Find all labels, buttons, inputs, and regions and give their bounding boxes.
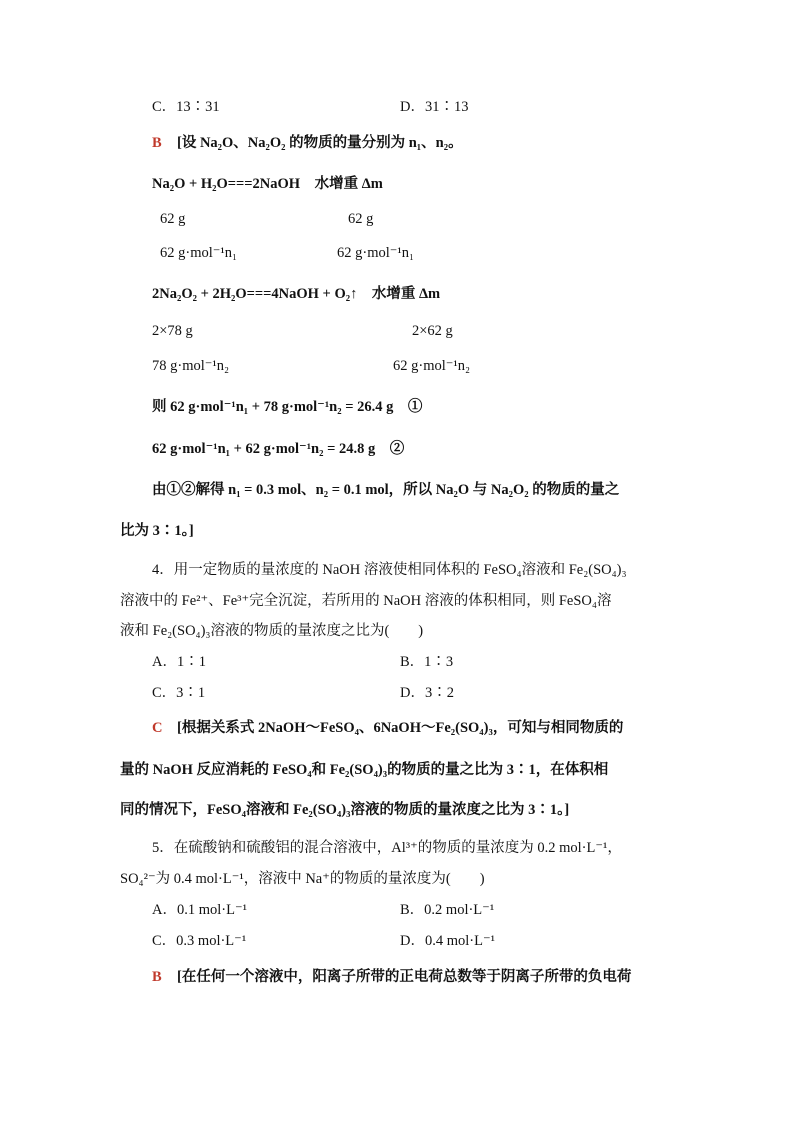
q3-eq2-mol-b: 62 g·mol⁻¹n₂	[393, 358, 471, 374]
q3-eq1-mass-a: 62 g	[160, 211, 186, 227]
q4-stem-line-3: 液和 Fe₂(SO₄)₃溶液的物质的量浓度之比为( )	[120, 623, 424, 639]
q5-option-b: B．0.2 mol·L⁻¹	[400, 902, 495, 918]
q3-eq1-mol-a: 62 g·mol⁻¹n₁	[160, 245, 238, 261]
q5-answer-letter: B	[152, 969, 162, 985]
q3-eq2-mass-a: 2×78 g	[152, 323, 193, 339]
q4-solution-line-1: [根据关系式 2NaOH～FeSO₄、6NaOH～Fe₂(SO₄)₃，可知与相同物质的	[177, 720, 624, 736]
q3-result-line-2: 比为 3∶1。]	[120, 523, 194, 539]
q3-answer-letter: B	[152, 135, 162, 151]
q4-option-c: C．3∶1	[152, 685, 206, 701]
q5-option-a: A．0.1 mol·L⁻¹	[152, 902, 247, 918]
q3-result-line-1: 由①②解得 n₁ = 0.3 mol、n₂ = 0.1 mol，所以 Na₂O 与 Na₂O₂ 的物质的量之	[152, 482, 620, 498]
q4-solution-line-2: 量的 NaOH 反应消耗的 FeSO₄和 Fe₂(SO₄)₃的物质的量之比为 3∶1，在体积相	[120, 762, 609, 778]
q4-answer-letter: C	[152, 720, 163, 736]
q3-calculation-1: 则 62 g·mol⁻¹n₁ + 78 g·mol⁻¹n₂ = 26.4 g ①	[152, 399, 423, 415]
q5-option-d: D．0.4 mol·L⁻¹	[400, 933, 495, 949]
q3-calculation-2: 62 g·mol⁻¹n₁ + 62 g·mol⁻¹n₂ = 24.8 g ②	[152, 441, 405, 457]
q3-equation-1: Na₂O + H₂O===2NaOH 水增重 Δm	[152, 176, 383, 192]
q3-equation-2: 2Na₂O₂ + 2H₂O===4NaOH + O₂↑ 水增重 Δm	[152, 286, 441, 302]
q5-stem-line-2: SO₄²⁻为 0.4 mol·L⁻¹，溶液中 Na⁺的物质的量浓度为( )	[120, 871, 485, 887]
q4-option-a: A．1∶1	[152, 654, 206, 670]
q4-solution-line-3: 同的情况下，FeSO₄溶液和 Fe₂(SO₄)₃溶液的物质的量浓度之比为 3∶1。]	[120, 802, 570, 818]
q3-eq2-mol-a: 78 g·mol⁻¹n₂	[152, 358, 230, 374]
q3-eq1-mass-b: 62 g	[348, 211, 374, 227]
q4-option-d: D．3∶2	[400, 685, 454, 701]
q3-solution-intro: [设 Na₂O、Na₂O₂ 的物质的量分别为 n₁、n₂。	[177, 135, 463, 151]
q3-eq2-mass-b: 2×62 g	[412, 323, 453, 339]
q3-eq1-mol-b: 62 g·mol⁻¹n₁	[337, 245, 415, 261]
q3-option-d: D．31∶13	[400, 99, 469, 115]
q4-stem-line-2: 溶液中的 Fe²⁺、Fe³⁺完全沉淀，若所用的 NaOH 溶液的体积相同，则 FeSO₄溶	[120, 593, 612, 609]
q5-option-c: C．0.3 mol·L⁻¹	[152, 933, 247, 949]
q3-option-c: C．13∶31	[152, 99, 220, 115]
q4-stem-line-1: 4．用一定物质的量浓度的 NaOH 溶液使相同体积的 FeSO₄溶液和 Fe₂(SO₄)₃	[152, 562, 627, 578]
q4-option-b: B．1∶3	[400, 654, 454, 670]
q5-stem-line-1: 5．在硫酸钠和硫酸铝的混合溶液中，Al³⁺的物质的量浓度为 0.2 mol·L⁻¹，	[152, 840, 622, 856]
q5-solution-line-1: [在任何一个溶液中，阳离子所带的正电荷总数等于阴离子所带的负电荷	[177, 969, 632, 985]
